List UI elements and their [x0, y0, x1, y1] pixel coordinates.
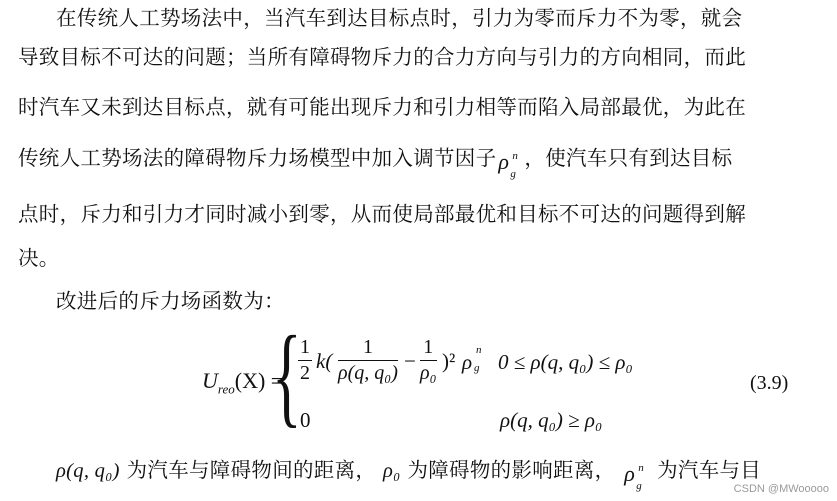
rho-g-n-symbol-2: [622, 460, 650, 492]
paragraph-3-text-a: 为汽车与障碍物间的距离，: [126, 458, 377, 482]
rho-0: ρ₀: [383, 460, 401, 482]
inverse-denominator: ρ(q, q₀): [338, 362, 398, 384]
paragraph-1-line-1: 在传统人工势场法中，当汽车到达目标点时，引力为零而斥力不为零，就会: [56, 6, 743, 30]
inverse-numerator: 1: [338, 336, 398, 361]
paragraph-1-line-2: 导致目标不可达的问题；当所有障碍物斥力的合力方向与引力的方向相同，而此: [18, 45, 746, 69]
rho-sub: g: [510, 167, 517, 180]
rho-sup: n: [476, 344, 482, 356]
half-fraction: [298, 336, 312, 385]
minus-sign: −: [404, 349, 416, 373]
rho-base: ρ: [624, 460, 636, 486]
csdn-watermark: CSDN @MWooooo: [733, 483, 829, 495]
rho-sub: g: [474, 362, 480, 374]
case-2-condition: ρ(q, q₀) ≥ ρ₀: [500, 408, 603, 432]
case-1-condition: 0 ≤ ρ(q, q₀) ≤ ρ₀: [498, 350, 633, 374]
cases-brace: {: [272, 314, 302, 438]
equation-number: (3.9): [750, 372, 789, 394]
paragraph-1-line-4: [18, 146, 822, 180]
rho-base: ρ: [462, 350, 473, 374]
paragraph-1-line-6: 决。: [18, 246, 60, 270]
rho-base: ρ: [498, 148, 510, 174]
paragraph-2-line-1: 改进后的斥力场函数为：: [56, 289, 285, 313]
case-2-value: 0: [300, 408, 311, 432]
inverse-rho0-fraction: [420, 336, 437, 385]
rho-g-n-symbol: [496, 148, 524, 180]
half-denominator: 2: [300, 362, 310, 384]
inverse-rho0-denominator: ρ₀: [420, 362, 437, 384]
rho-g-n: [462, 344, 482, 375]
k-term: k(: [316, 349, 333, 373]
lhs-subscript: reo: [217, 381, 235, 397]
line-4-text-a: 传统人工势场法的障碍物斥力场模型中加入调节因子: [18, 146, 497, 170]
inverse-rho0-numerator: 1: [420, 336, 437, 361]
rho-sup: n: [512, 149, 519, 162]
paragraph-3-text-c: 为汽车与目: [657, 458, 762, 482]
paragraph-1-line-3: 时汽车又未到达目标点，就有可能出现斥力和引力相等而陷入局部最优，为此在: [18, 95, 746, 119]
rho-sup: n: [638, 461, 645, 474]
repulsive-field-equation: [0, 314, 837, 438]
paragraph-3-text-b: 为障碍物的影响距离，: [407, 458, 616, 482]
lhs-symbol: U: [202, 368, 218, 393]
paragraph-1-line-5: 点时，斥力和引力才同时减小到零，从而使局部最优和目标不可达的问题得到解: [18, 202, 746, 226]
close-paren-squared: )²: [442, 349, 456, 373]
half-numerator: 1: [298, 336, 312, 361]
inverse-distance-fraction: [338, 336, 398, 385]
rho-q-q0: ρ(q, q₀): [56, 460, 120, 482]
line-4-text-b: ，使汽车只有到达目标: [524, 146, 733, 170]
lhs-rest: (X) =: [234, 368, 284, 393]
rho-sub: g: [636, 479, 643, 492]
